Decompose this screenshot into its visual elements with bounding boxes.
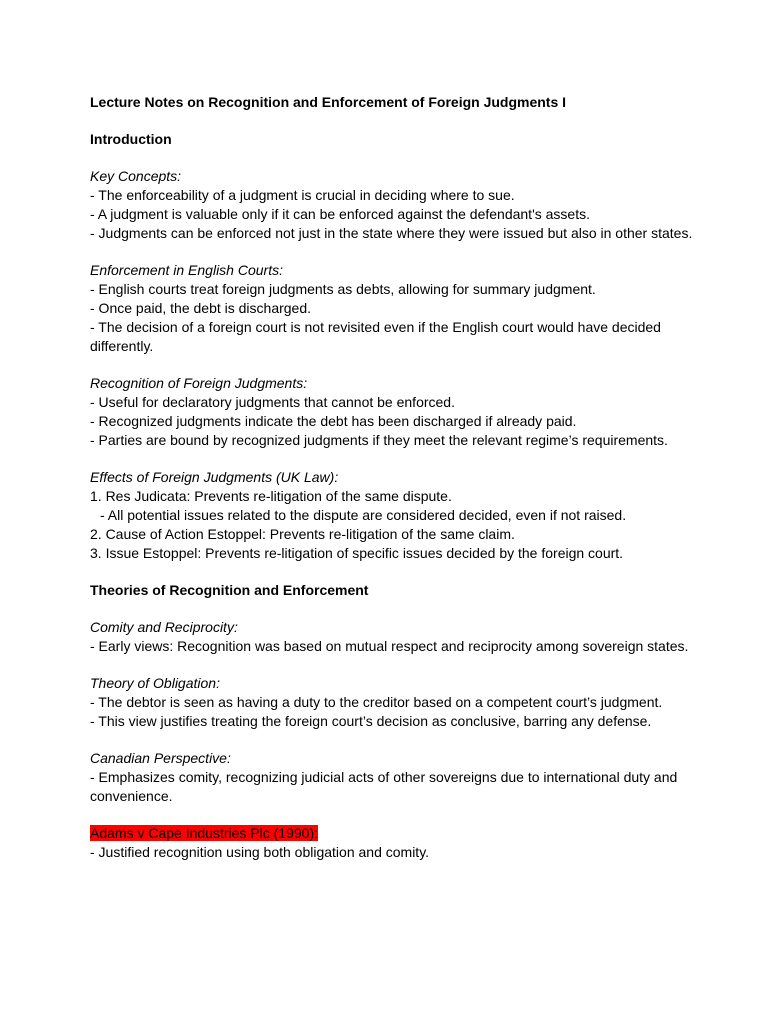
numbered-line: 3. Issue Estoppel: Prevents re-litigation of specific issues decided by the foreign court. bbox=[90, 545, 624, 561]
bullet-line: - Recognized judgments indicate the debt has been discharged if already paid. bbox=[90, 413, 577, 429]
bullet-line: - Parties are bound by recognized judgments if they meet the relevant regime’s requirements. bbox=[90, 432, 668, 448]
subheading-enforcement-english-courts: Enforcement in English Courts: bbox=[90, 262, 283, 278]
bullet-line: - Useful for declaratory judgments that cannot be enforced. bbox=[90, 394, 455, 410]
subheading-theory-obligation: Theory of Obligation: bbox=[90, 675, 220, 691]
bullet-line: - A judgment is valuable only if it can be enforced against the defendant's assets. bbox=[90, 206, 590, 222]
bullet-line: - The debtor is seen as having a duty to the creditor based on a competent court’s judgment. bbox=[90, 694, 663, 710]
document-title: Lecture Notes on Recognition and Enforcement of Foreign Judgments I bbox=[90, 94, 567, 110]
bullet-line: - Justified recognition using both obligation and comity. bbox=[90, 844, 430, 860]
bullet-line: - Judgments can be enforced not just in the state where they were issued but also in other states. bbox=[90, 225, 693, 241]
subheading-canadian-perspective: Canadian Perspective: bbox=[90, 750, 231, 766]
bullet-line: - The decision of a foreign court is not revisited even if the English court would have decided differently. bbox=[90, 319, 665, 354]
bullet-line: - Once paid, the debt is discharged. bbox=[90, 300, 312, 316]
subheading-comity-reciprocity: Comity and Reciprocity: bbox=[90, 619, 238, 635]
bullet-line: - The enforceability of a judgment is crucial in deciding where to sue. bbox=[90, 187, 515, 203]
sub-bullet-line: - All potential issues related to the dispute are considered decided, even if not raised. bbox=[100, 507, 627, 523]
subheading-effects-foreign-judgments: Effects of Foreign Judgments (UK Law): bbox=[90, 469, 339, 485]
numbered-line: 2. Cause of Action Estoppel: Prevents re-litigation of the same claim. bbox=[90, 526, 515, 542]
bullet-line: - Early views: Recognition was based on mutual respect and reciprocity among sovereign states. bbox=[90, 638, 689, 654]
subheading-recognition-foreign-judgments: Recognition of Foreign Judgments: bbox=[90, 375, 308, 391]
section-heading-introduction: Introduction bbox=[90, 131, 172, 147]
section-heading-theories: Theories of Recognition and Enforcement bbox=[90, 582, 369, 598]
bullet-line: - This view justifies treating the foreign court’s decision as conclusive, barring any defense. bbox=[90, 713, 652, 729]
case-name-highlight: Adams v Cape Industries Plc (1990): bbox=[90, 825, 318, 841]
case-heading bbox=[90, 824, 708, 843]
bullet-line: - English courts treat foreign judgments as debts, allowing for summary judgment. bbox=[90, 281, 596, 297]
bullet-line: - Emphasizes comity, recognizing judicial acts of other sovereigns due to international duty and convenience. bbox=[90, 769, 682, 804]
numbered-line: 1. Res Judicata: Prevents re-litigation of the same dispute. bbox=[90, 488, 452, 504]
subheading-key-concepts: Key Concepts: bbox=[90, 168, 182, 184]
